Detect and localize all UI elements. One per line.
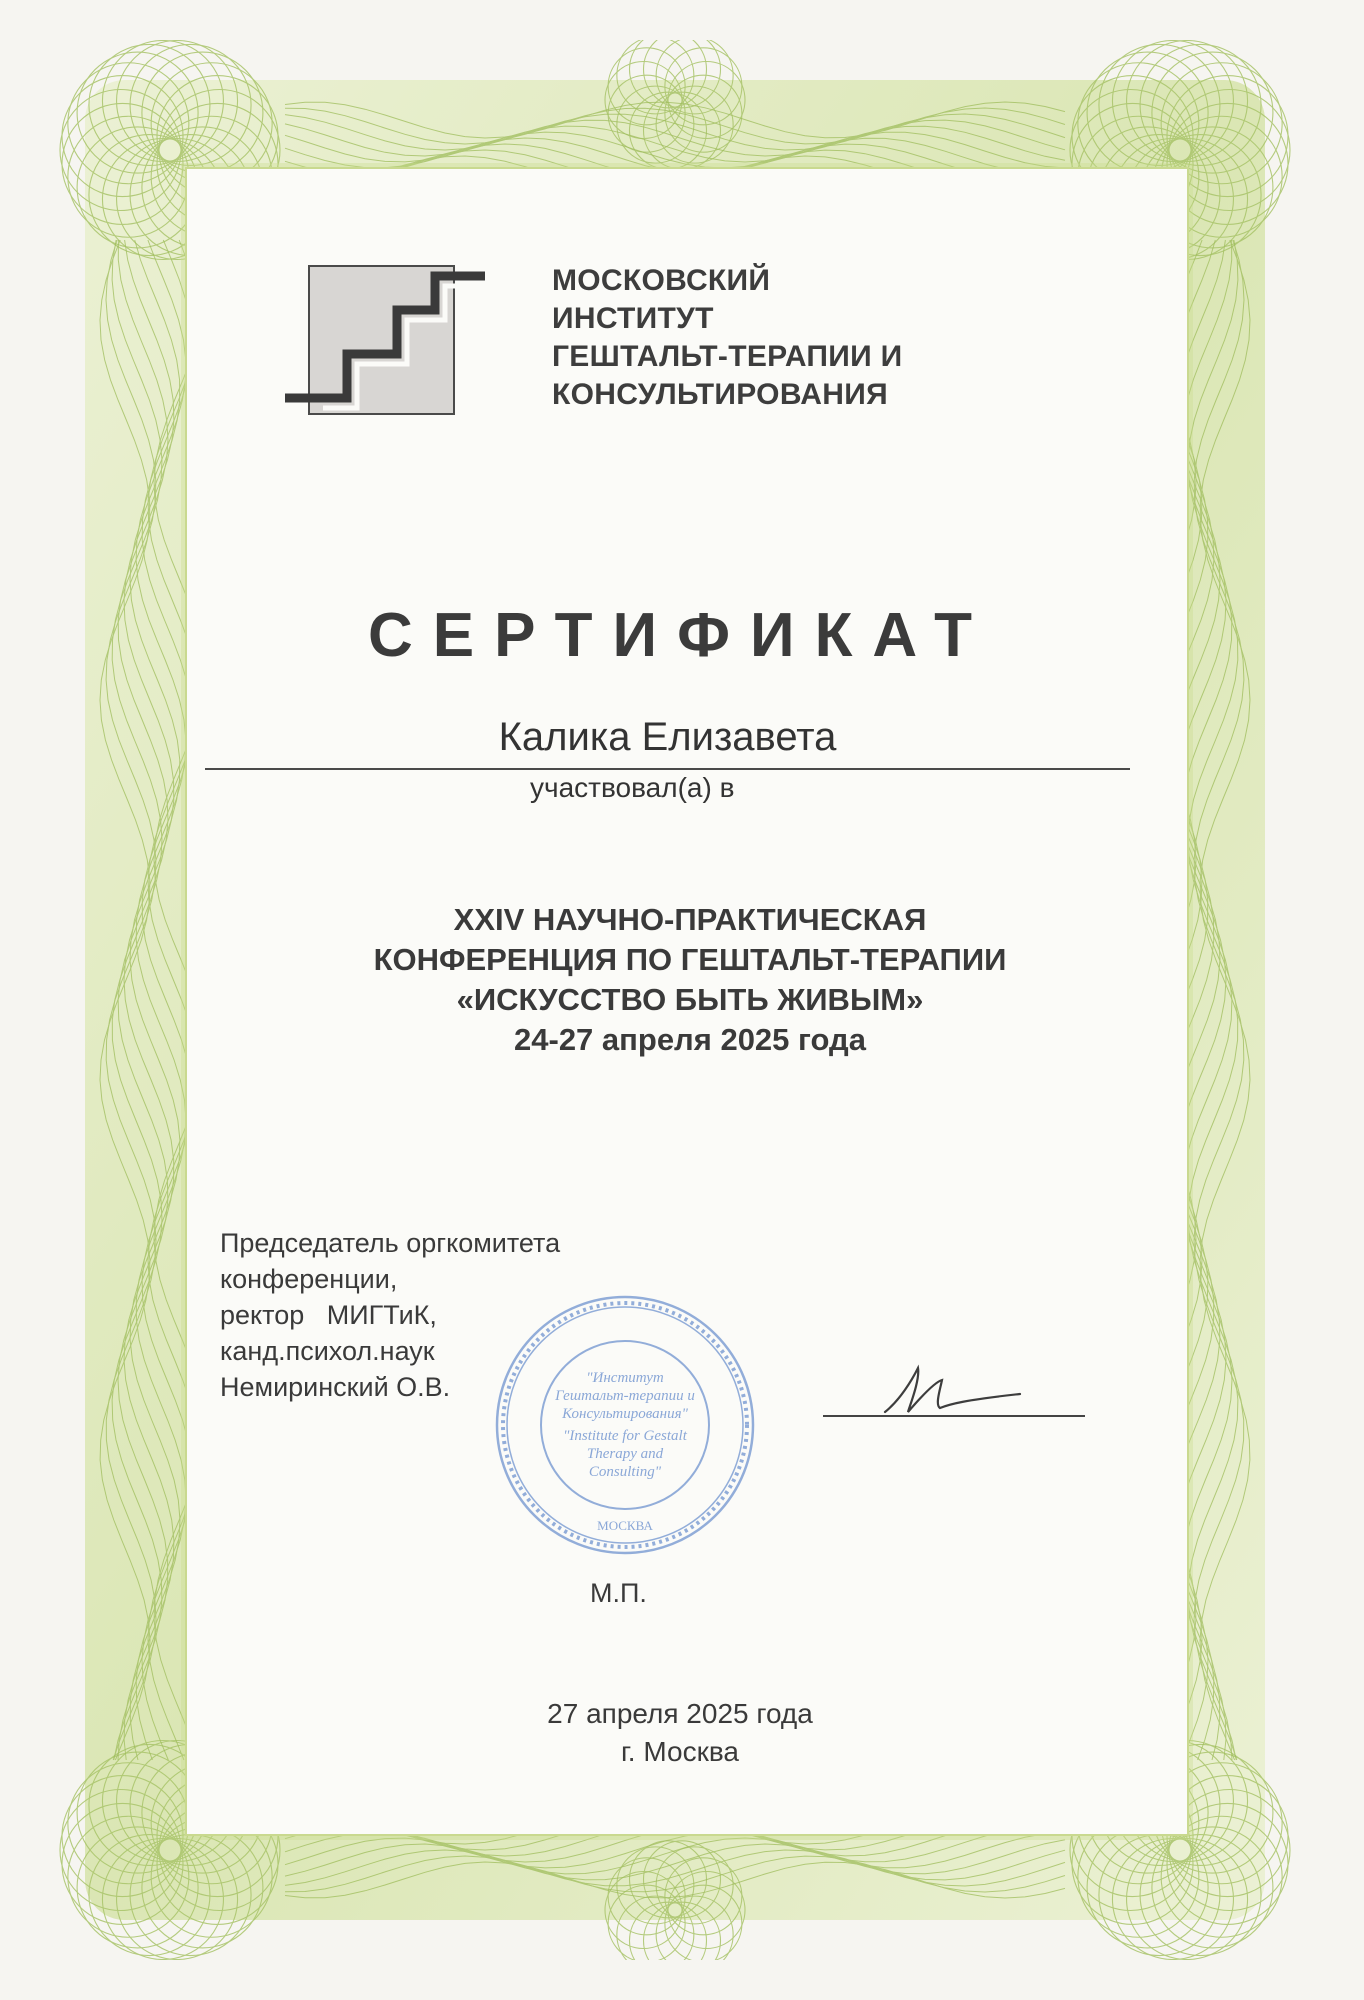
- recipient-underline: [205, 768, 1130, 770]
- conference-line: XXIV НАУЧНО-ПРАКТИЧЕСКАЯ: [453, 902, 927, 937]
- institute-name-line: МОСКОВСКИЙ: [552, 264, 771, 297]
- stamp-text: Consulting": [588, 1464, 662, 1480]
- issue-info: [430, 1695, 930, 1771]
- certificate-title: СЕРТИФИКАТ: [368, 601, 992, 670]
- institute-name-line: ГЕШТАЛЬТ-ТЕРАПИИ И: [552, 340, 903, 373]
- stamp-text: Консультирования": [562, 1406, 688, 1422]
- conference-line: КОНФЕРЕНЦИЯ ПО ГЕШТАЛЬТ-ТЕРАПИИ: [373, 942, 1007, 977]
- institute-name: [552, 262, 972, 414]
- institute-name-line: КОНСУЛЬТИРОВАНИЯ: [552, 378, 888, 411]
- seal-place-label: М.П.: [590, 1578, 647, 1608]
- stamp-text: Therapy and: [586, 1446, 664, 1462]
- institute-stamp: [490, 1290, 760, 1560]
- institute-logo: [285, 262, 490, 418]
- conference-title: [280, 900, 1100, 1060]
- institute-name-line: ИНСТИТУТ: [552, 302, 714, 335]
- stamp-text: Гештальт-терапии и: [555, 1388, 695, 1404]
- recipient-name: Калика Елизавета: [498, 715, 837, 759]
- issue-city: г. Москва: [621, 1736, 739, 1767]
- conference-dates: 24-27 апреля 2025 года: [514, 1022, 866, 1057]
- handwritten-signature: [880, 1360, 1030, 1420]
- stamp-text: "Институт: [586, 1370, 664, 1386]
- conference-line: «ИСКУССТВО БЫТЬ ЖИВЫМ»: [456, 982, 924, 1017]
- signatory-line: Председатель оргкомитета: [220, 1228, 561, 1258]
- signature-line: [823, 1415, 1085, 1417]
- signatory-line: конференции,: [220, 1264, 398, 1294]
- signatory-name: Немиринский О.В.: [220, 1372, 451, 1402]
- stamp-text: "Institute for Gestalt: [563, 1428, 687, 1444]
- signatory-line: ректор МИГТиК,: [220, 1300, 437, 1330]
- issue-date: 27 апреля 2025 года: [547, 1698, 813, 1729]
- signatory-line: канд.психол.наук: [220, 1336, 435, 1366]
- stamp-city: МОСКВА: [597, 1518, 653, 1533]
- participation-text: участвовал(а) в: [530, 772, 735, 803]
